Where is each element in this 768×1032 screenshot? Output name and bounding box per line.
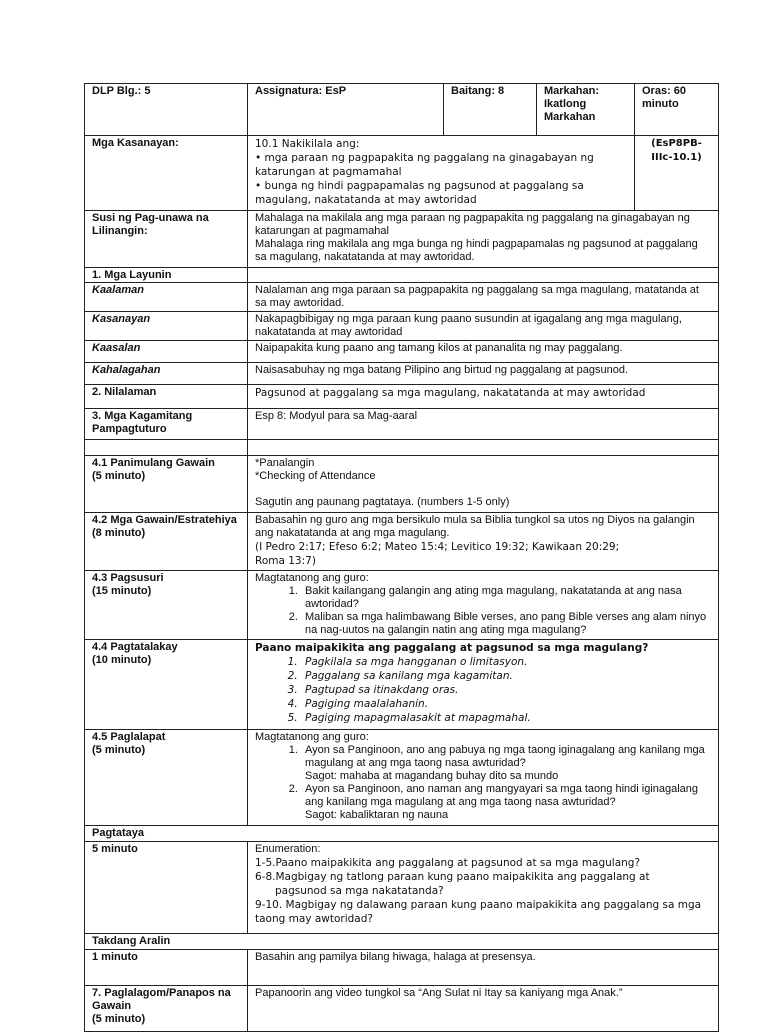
takdang-time: 1 minuto: [85, 950, 248, 986]
paglalapat-time: (5 minuto): [92, 744, 146, 756]
list-item: 1. Pagkilala sa mga hangganan o limitasyon.: [301, 655, 711, 669]
paglalagom-label-cell: [85, 986, 248, 1032]
subject: Assignatura: EsP: [248, 84, 444, 136]
nilalaman-row: [85, 385, 719, 409]
dlp-number: DLP Blg.: 5: [85, 84, 248, 136]
paglalapat-label-cell: [85, 730, 248, 826]
pagtatalakay-label: 4.4 Pagtatalakay: [92, 641, 178, 653]
layunin-domain: Kahalagahan: [85, 363, 248, 385]
layunin-text: Nalalaman ang mga paraan sa pagpapakita ng paggalang sa mga magulang, matatanda at sa may awtoridad.: [248, 283, 719, 312]
list-item: [301, 783, 711, 822]
paglalapat-answer: Sagot: mahaba at magandang buhay dito sa mundo: [305, 770, 559, 782]
layunin-text: Naisasabuhay ng mga batang Pilipino ang birtud ng paggalang at pagsunod.: [248, 363, 719, 385]
layunin-domain: Kaalaman: [85, 283, 248, 312]
pagtatalakay-label-cell: [85, 640, 248, 730]
layunin-label: 1. Mga Layunin: [85, 268, 248, 283]
list-item: 4. Pagiging maalalahanin.: [301, 697, 711, 711]
list-item: 2. Paggalang sa kanilang mga kagamitan.: [301, 669, 711, 683]
list-item: 5. Pagiging mapagmalasakit at mapagmahal.: [301, 711, 711, 725]
kasanayan-row: [85, 136, 719, 211]
kagamitan-label: 3. Mga Kagamitang Pampagtuturo: [85, 409, 248, 440]
kasanayan-line: 10.1 Nakikilala ang:: [255, 138, 360, 150]
paglalapat-question: 1. Ayon sa Panginoon, ano ang pabuya ng mga taong iginagalang ang kanilang mga magulang at ang mga taong nasa awturidad?: [305, 744, 705, 769]
list-item: [301, 744, 711, 783]
kasanayan-content: [248, 136, 635, 211]
nilalaman-label: 2. Nilalaman: [85, 385, 248, 409]
paglalagom-time: (5 minuto): [92, 1013, 146, 1025]
paglalapat-row: [85, 730, 719, 826]
panimula-label-cell: [85, 456, 248, 513]
paglalapat-question: 2. Ayon sa Panginoon, ano naman ang mangyayari sa mga taong hindi iginagalang ang kanilang mga magulang at ang mga taong nasa awturidad?: [305, 783, 699, 808]
takdang-label: Takdang Aralin: [85, 934, 719, 950]
layunin-text: Naipapakita kung paano ang tamang kilos at pananalita ng may paggalang.: [248, 341, 719, 363]
quarter-label: Markahan:: [544, 85, 600, 97]
gawain-label-cell: [85, 513, 248, 571]
duration: [635, 84, 719, 136]
paglalagom-row: [85, 986, 719, 1032]
list-item: 2. Maliban sa mga halimbawang Bible verses, ano pang Bible verses ang alam ninyo na nag-uutos na galangin natin ang ating mga magulang?: [301, 611, 711, 637]
duration-unit: minuto: [642, 98, 679, 110]
layunin-domain: Kasanayan: [85, 312, 248, 341]
pagtatalakay-time: (10 minuto): [92, 654, 152, 666]
paglalapat-list: [255, 744, 711, 822]
layunin-row: [85, 363, 719, 385]
pagtataya-item: 9-10. Magbigay ng dalawang paraan kung paano maipakikita ang paggalang sa mga taong may awtoridad?: [255, 899, 702, 925]
pagtataya-item: 1-5.Paano maipakikita ang paggalang at pagsunod at sa mga magulang?: [255, 857, 641, 869]
paglalapat-answer: Sagot: kabaliktaran ng nauna: [305, 809, 449, 821]
paglalapat-label: 4.5 Paglalapat: [92, 731, 166, 743]
gawain-text: Babasahin ng guro ang mga bersikulo mula sa Biblia tungkol sa utos ng Diyos na galangin ang nakatatanda at ang mga magulang.: [255, 514, 695, 539]
grade-level: Baitang: 8: [444, 84, 537, 136]
nilalaman-text: Pagsunod at paggalang sa mga magulang, nakatatanda at may awtoridad: [248, 385, 719, 409]
layunin-row: [85, 341, 719, 363]
gawain-time: (8 minuto): [92, 527, 146, 539]
pagtatalakay-content: [248, 640, 719, 730]
pagtataya-intro: Enumeration:: [255, 843, 321, 855]
pagtataya-content: [248, 842, 719, 934]
gawain-row: [85, 513, 719, 571]
paglalagom-label: 7. Paglalagom/Panapos na Gawain: [92, 987, 231, 1012]
duration-label: Oras: 60: [642, 85, 687, 97]
pagtataya-row: [85, 842, 719, 934]
takdang-header-row: [85, 934, 719, 950]
panimula-row: [85, 456, 719, 513]
paglalapat-content: [248, 730, 719, 826]
susi-label: Susi ng Pag-unawa na Lilinangin:: [85, 211, 248, 268]
panimula-label: 4.1 Panimulang Gawain: [92, 457, 215, 469]
pagtatalakay-question: Paano maipakikita ang paggalang at pagsunod sa mga magulang?: [255, 642, 649, 654]
kasanayan-line: • mga paraan ng pagpapakita ng paggalang na ginagabayan ng katarungan at pagmamahal: [255, 152, 594, 178]
kasanayan-line: • bunga ng hindi pagpapamalas ng pagsunod at paggalang sa magulang, nakatatanda at may awtoridad: [255, 180, 584, 206]
panimula-line: *Checking of Attendance: [255, 470, 376, 482]
gawain-refs: (I Pedro 2:17; Efeso 6:2; Mateo 15:4; Levitico 19:32; Kawikaan 20:29;: [255, 541, 620, 553]
pagsusuri-list: [255, 585, 711, 637]
kagamitan-text: Esp 8: Modyul para sa Mag-aaral: [248, 409, 719, 440]
takdang-text: Basahin ang pamilya bilang hiwaga, halaga at presensya.: [248, 950, 719, 986]
list-item: 3. Pagtupad sa itinakdang oras.: [301, 683, 711, 697]
panimula-line: Sagutin ang paunang pagtataya. (numbers 1-5 only): [255, 496, 510, 508]
layunin-domain: Kaasalan: [85, 341, 248, 363]
quarter-value-2: Markahan: [544, 111, 596, 123]
takdang-row: [85, 950, 719, 986]
paglalapat-intro: Magtatanong ang guro:: [255, 731, 369, 743]
layunin-row: [85, 283, 719, 312]
pagtatalakay-row: [85, 640, 719, 730]
paglalagom-text: Papanoorin ang video tungkol sa “Ang Sulat ni Itay sa kaniyang mga Anak.”: [248, 986, 719, 1032]
panimula-content: [248, 456, 719, 513]
gawain-content: [248, 513, 719, 571]
spacer-row: [85, 440, 719, 456]
panimula-line: *Panalangin: [255, 457, 315, 469]
pagsusuri-content: [248, 571, 719, 640]
pagsusuri-label: 4.3 Pagsusuri: [92, 572, 164, 584]
susi-content: [248, 211, 719, 268]
gawain-refs: Roma 13:7): [255, 555, 316, 567]
pagtataya-time: 5 minuto: [85, 842, 248, 934]
kasanayan-label: Mga Kasanayan:: [85, 136, 248, 211]
pagtataya-item: pagsunod sa mga nakatatanda?: [275, 885, 444, 897]
lesson-plan-table: [84, 83, 719, 1032]
susi-row: [85, 211, 719, 268]
list-item: 1. Bakit kailangang galangin ang ating mga magulang, nakatatanda at ang nasa awtoridad?: [301, 585, 711, 611]
layunin-header-row: [85, 268, 719, 283]
pagtatalakay-list: [255, 655, 711, 725]
layunin-text: Nakapagbibigay ng mga paraan kung paano susundin at igagalang ang mga magulang, nakatatanda at may awtoridad: [248, 312, 719, 341]
pagsusuri-row: [85, 571, 719, 640]
pagsusuri-label-cell: [85, 571, 248, 640]
layunin-row: [85, 312, 719, 341]
competency-code: (EsP8PB-IIIc-10.1): [635, 136, 719, 211]
header-row: [85, 84, 719, 136]
gawain-label: 4.2 Mga Gawain/Estratehiya: [92, 514, 237, 526]
quarter: [537, 84, 635, 136]
panimula-time: (5 minuto): [92, 470, 146, 482]
pagsusuri-time: (15 minuto): [92, 585, 152, 597]
susi-line: Mahalaga ring makilala ang mga bunga ng hindi pagpapamalas ng pagsunod at paggalang sa magulang, nakatatanda at may awtoridad.: [255, 238, 698, 263]
pagtataya-label: Pagtataya: [85, 826, 719, 842]
pagsusuri-intro: Magtatanong ang guro:: [255, 572, 369, 584]
susi-line: Mahalaga na makilala ang mga paraan ng pagpapakita ng paggalang na ginagabayan ng katarungan at pagmamahal: [255, 212, 690, 237]
kagamitan-row: [85, 409, 719, 440]
quarter-value-1: Ikatlong: [544, 98, 587, 110]
pagtataya-header-row: [85, 826, 719, 842]
pagtataya-item: 6-8.Magbigay ng tatlong paraan kung paano maipakikita ang paggalang at: [255, 871, 650, 883]
